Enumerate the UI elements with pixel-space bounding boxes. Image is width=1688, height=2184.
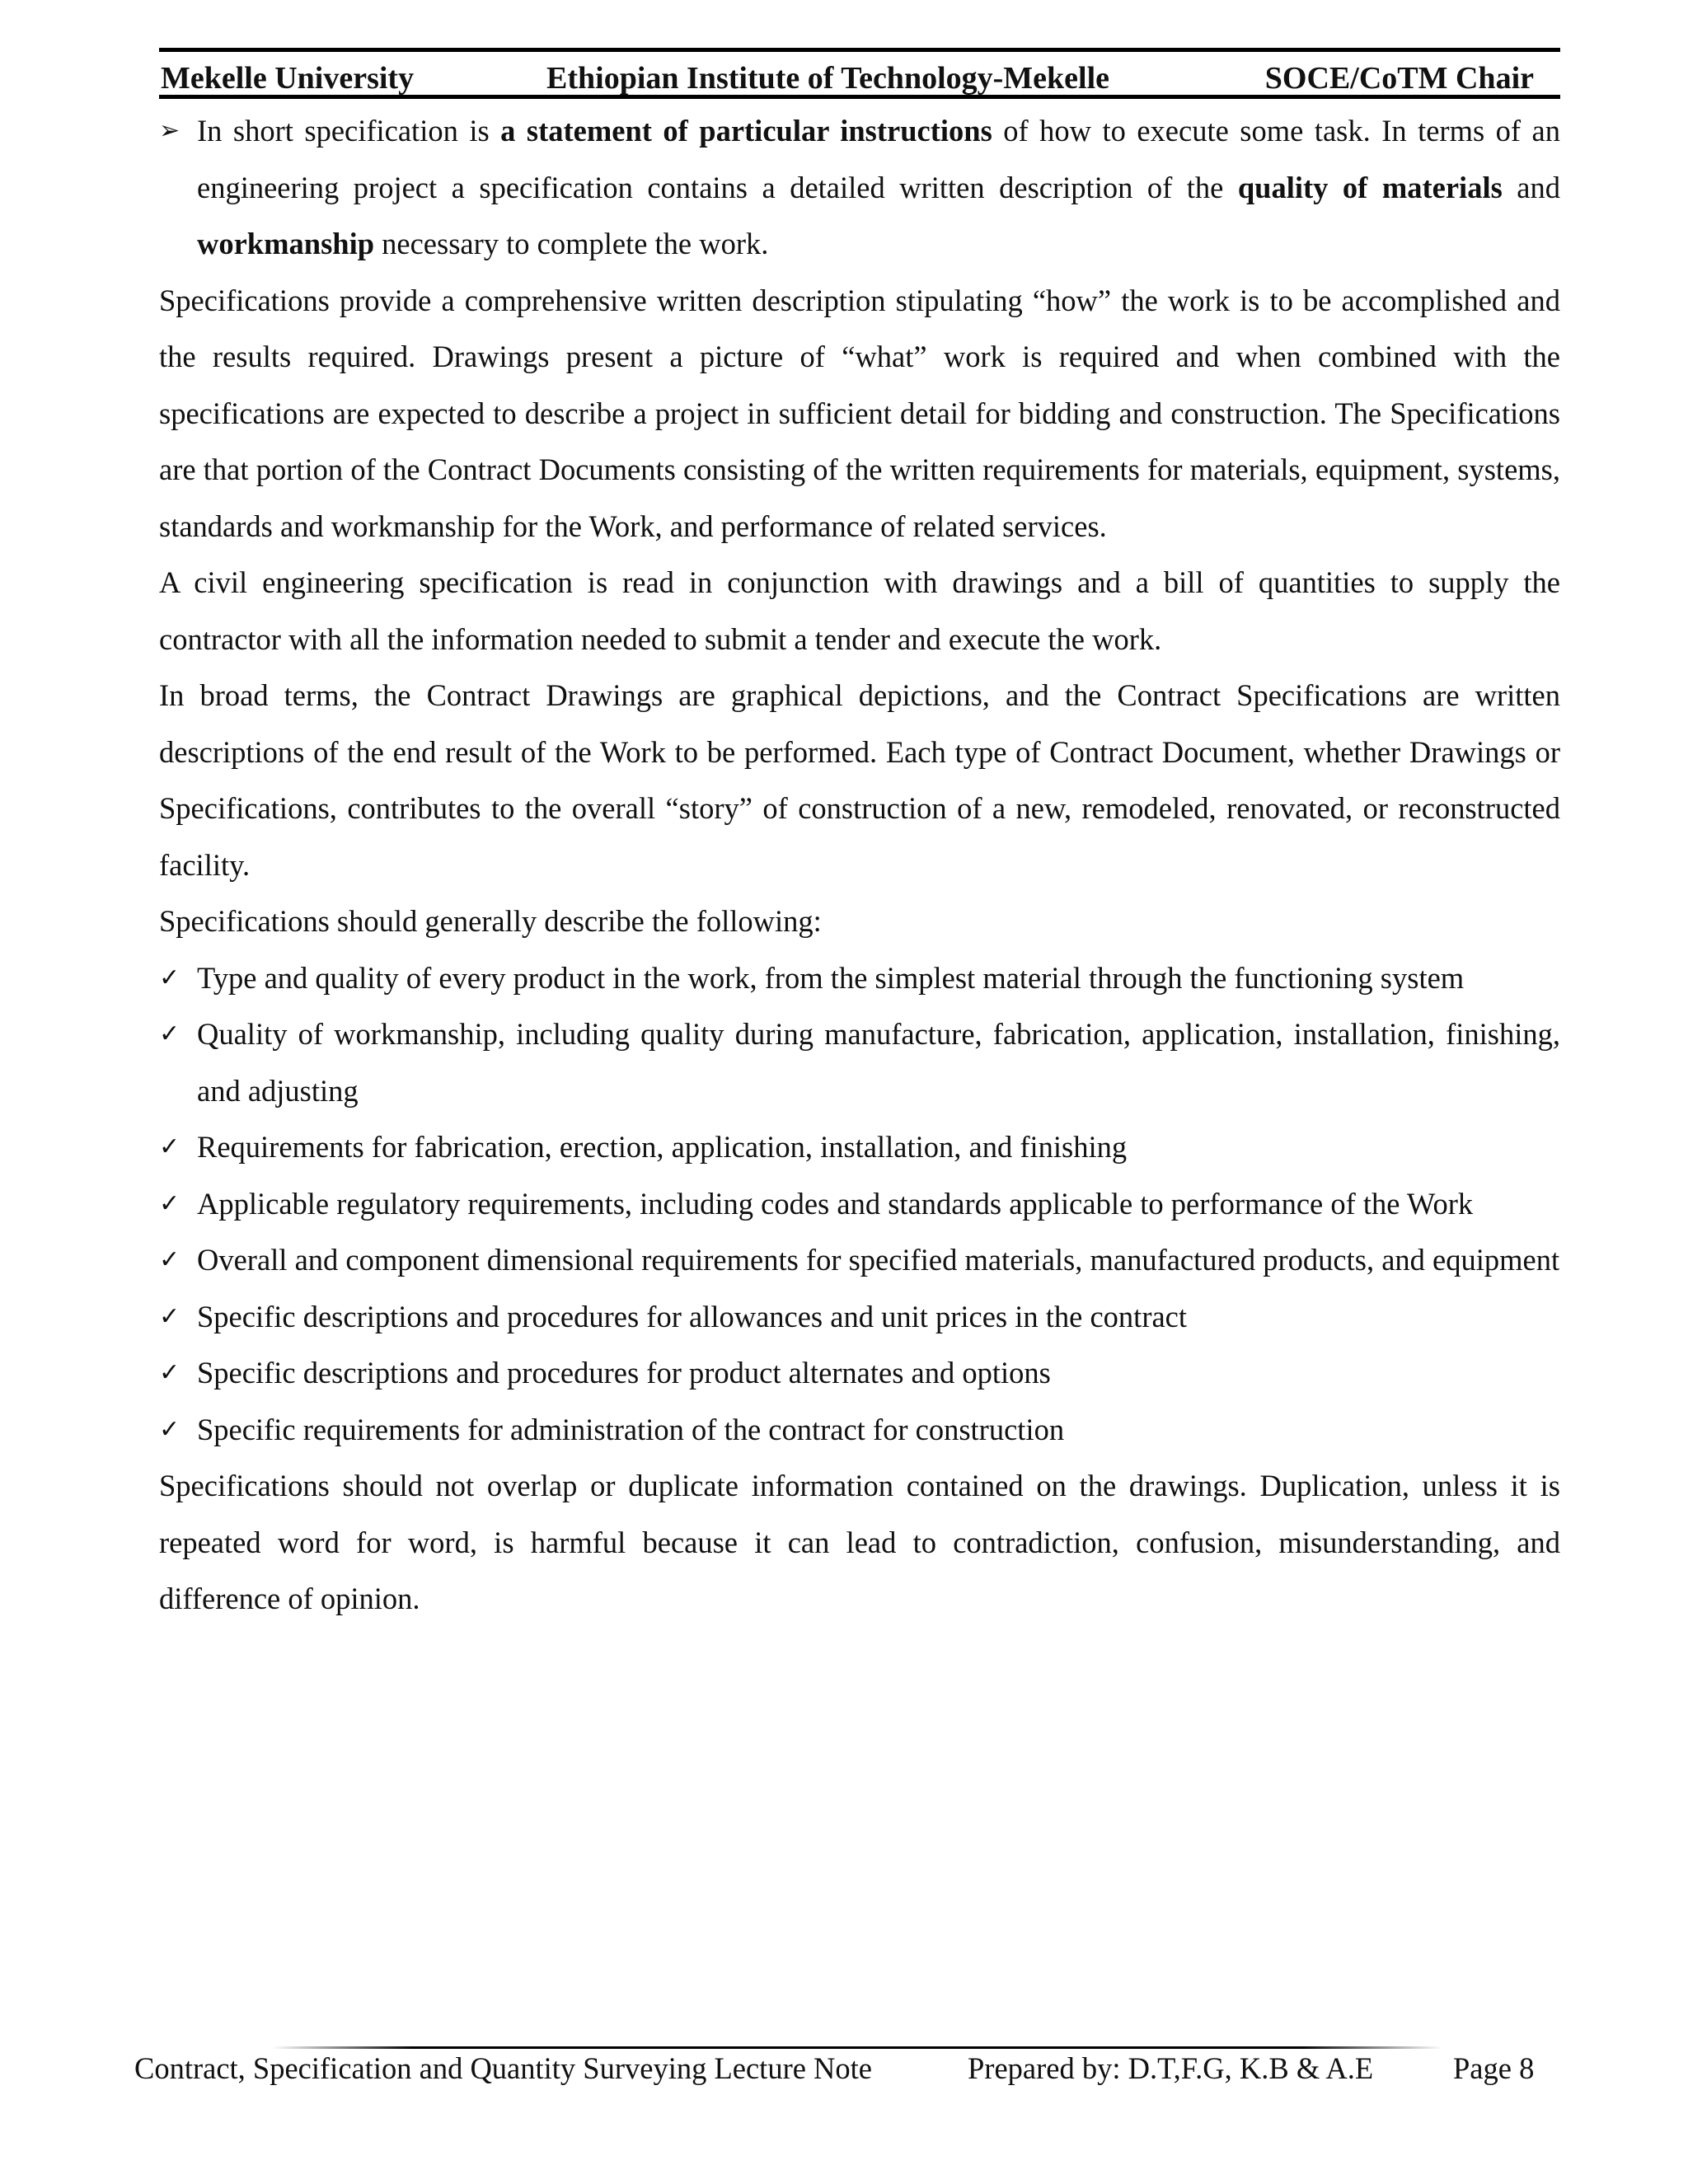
header-university: Mekelle University bbox=[161, 61, 415, 96]
checklist-item-text: Requirements for fabrication, erection, application, installation, and finishing bbox=[197, 1130, 1128, 1164]
footer-page-number: Page 8 bbox=[1453, 2051, 1535, 2085]
intro-bold-2: quality of materials bbox=[1237, 170, 1503, 204]
checklist-item bbox=[159, 1176, 1560, 1233]
checklist-item bbox=[159, 950, 1560, 1007]
checklist-item-text: Specific descriptions and procedures for allowances and unit prices in the contract bbox=[197, 1299, 1188, 1333]
checklist-item bbox=[159, 1232, 1560, 1289]
checklist-item bbox=[159, 1345, 1560, 1402]
check-icon: ✓ bbox=[159, 1358, 181, 1387]
check-icon: ✓ bbox=[159, 1019, 181, 1048]
check-icon: ✓ bbox=[159, 1414, 181, 1444]
intro-bold-1: a statement of particular instructions bbox=[500, 114, 992, 148]
checklist-item-text: Type and quality of every product in the work, from the simplest material through the functioning system bbox=[197, 960, 1465, 995]
checklist-item-text: Applicable regulatory requirements, including codes and standards applicable to performance of the Work bbox=[197, 1186, 1474, 1221]
check-icon: ✓ bbox=[159, 1188, 181, 1218]
arrow-bullet-icon: ➢ bbox=[159, 116, 181, 145]
header-chair: SOCE/CoTM Chair bbox=[1264, 61, 1534, 96]
checklist-item-text: Specific descriptions and procedures for product alternates and options bbox=[197, 1356, 1051, 1390]
intro-text-1: In short specification is bbox=[197, 114, 501, 148]
check-icon: ✓ bbox=[159, 1245, 181, 1274]
intro-bold-3: workmanship bbox=[197, 227, 375, 260]
footer-course-title: Contract, Specification and Quantity Surveying Lecture Note bbox=[134, 2051, 872, 2085]
intro-text-4: necessary to complete the work. bbox=[374, 227, 769, 260]
footer-divider bbox=[272, 2046, 1442, 2049]
page-body bbox=[159, 103, 1560, 1628]
paragraph-no-duplication: Specifications should not overlap or duplicate information contained on the drawings. Duplication, unless it is repeated word for word, is harmful because it can lead to contradiction, confusion, misunderstanding, and difference of opinion. bbox=[159, 1469, 1560, 1615]
check-icon: ✓ bbox=[159, 1132, 181, 1161]
paragraph-specifications-overview: Specifications provide a comprehensive written description stipulating “how” the work is to be accomplished and the results required. Drawings present a picture of “what” work is required and when combined with the specifications are expected to describe a project in sufficient detail for bidding and construction. The Specifications are that portion of the Contract Documents consisting of the written requirements for materials, equipment, systems, standards and workmanship for the Work, and performance of related services. bbox=[159, 283, 1560, 543]
checklist-item bbox=[159, 1402, 1560, 1459]
paragraph-broad-terms: In broad terms, the Contract Drawings are graphical depictions, and the Contract Specifications are written descriptions of the end result of the Work to be performed. Each type of Contract Document, whether Drawings or Specifications, contributes to the overall “story” of construction of a new, remodeled, renovated, or reconstructed facility. bbox=[159, 678, 1560, 882]
checklist-item-text: Quality of workmanship, including quality during manufacture, fabrication, application, installation, finishing, and adjusting bbox=[197, 1017, 1560, 1108]
check-icon: ✓ bbox=[159, 963, 181, 992]
header-institute: Ethiopian Institute of Technology-Mekelle bbox=[546, 61, 1109, 96]
footer-authors: Prepared by: D.T,F.G, K.B & A.E bbox=[968, 2051, 1374, 2085]
intro-bullet bbox=[159, 103, 1560, 273]
intro-text-3: and bbox=[1502, 170, 1561, 204]
checklist-item-text: Specific requirements for administration of the contract for construction bbox=[197, 1412, 1065, 1446]
checklist-item bbox=[159, 1119, 1560, 1176]
checklist bbox=[159, 950, 1560, 1459]
paragraph-civil-specification: A civil engineering specification is read in conjunction with drawings and a bill of quantities to supply the contractor with all the information needed to submit a tender and execute the work. bbox=[159, 565, 1560, 656]
paragraph-list-intro: Specifications should generally describe the following: bbox=[159, 904, 822, 938]
checklist-item bbox=[159, 1006, 1560, 1119]
check-icon: ✓ bbox=[159, 1301, 181, 1331]
page-header bbox=[159, 48, 1560, 99]
intro-text-2: of how to execute some task. In terms of an engineering project a specification contains a detailed written description of the bbox=[197, 114, 1560, 204]
checklist-item bbox=[159, 1289, 1560, 1346]
checklist-item-text: Overall and component dimensional requirements for specified materials, manufactured products, and equipment bbox=[197, 1243, 1560, 1277]
